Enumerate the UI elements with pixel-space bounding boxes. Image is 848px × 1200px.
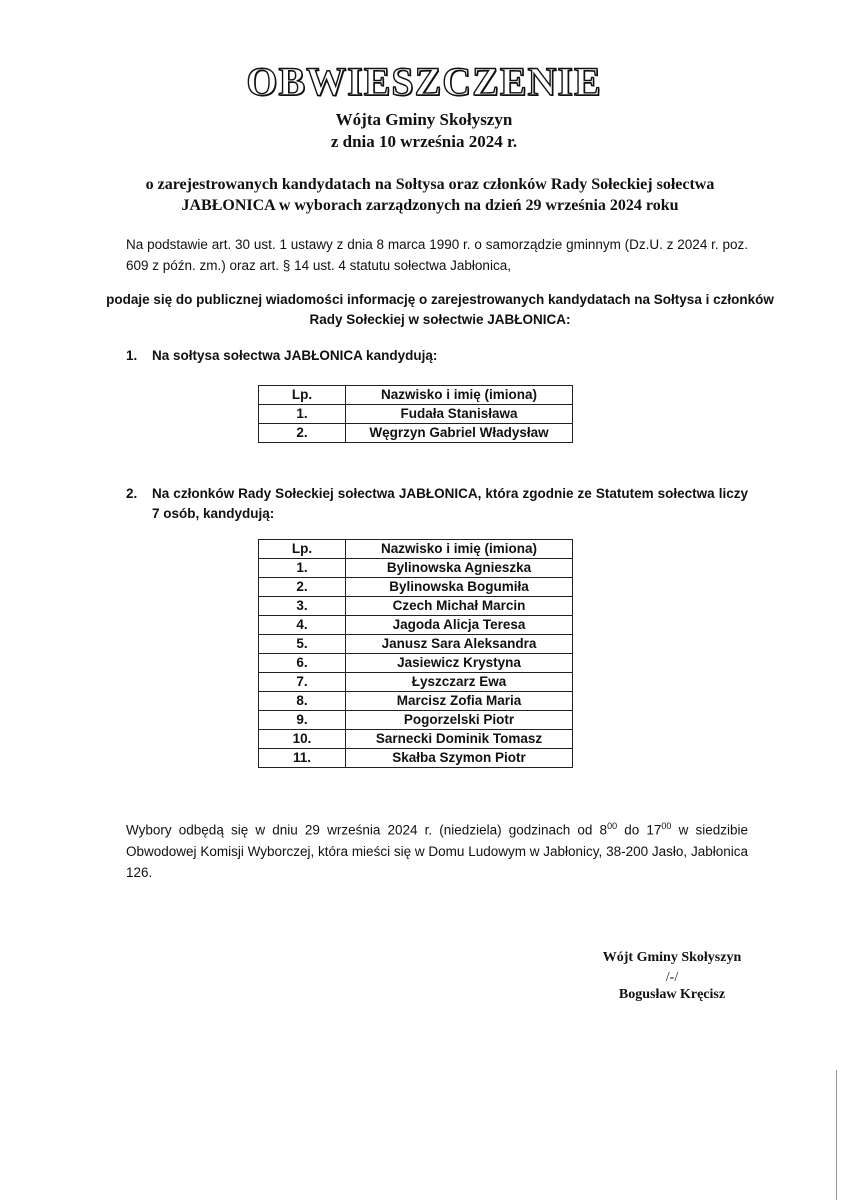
soltys-candidates-table	[258, 385, 573, 443]
table-header-row	[259, 540, 573, 559]
legal-basis-paragraph: Na podstawie art. 30 ust. 1 ustawy z dnia 8 marca 1990 r. o samorządzie gminnym (Dz.U. z 2024 r. poz. 609 z późn. zm.) oraz art. § 14 ust. 4 statutu sołectwa Jabłonica,	[126, 237, 748, 273]
table-row	[259, 654, 573, 673]
signature-mark: /-/	[665, 970, 679, 985]
signature-name: Bogusław Kręcisz	[618, 987, 726, 1002]
candidate-name: Łyszczarz Ewa	[346, 673, 573, 692]
closing-text-between: do 17	[617, 822, 662, 838]
row-number: 3.	[259, 597, 346, 616]
table-header-row	[259, 386, 573, 405]
table-row	[259, 616, 573, 635]
scan-edge-line	[836, 1070, 837, 1200]
table-row	[259, 673, 573, 692]
election-details-paragraph	[126, 816, 748, 883]
row-number: 2.	[259, 578, 346, 597]
candidate-name: Fudała Stanisława	[346, 405, 573, 424]
candidate-name: Jagoda Alicja Teresa	[346, 616, 573, 635]
column-header-name: Nazwisko i imię (imiona)	[346, 540, 573, 559]
section-2-text: Na członków Rady Sołeckiej sołectwa JABŁONICA, która zgodnie ze Statutem sołectwa liczy 7 osób, kandydują:	[152, 486, 748, 521]
row-number: 7.	[259, 673, 346, 692]
candidate-name: Marcisz Zofia Maria	[346, 692, 573, 711]
issue-date: z dnia 10 września 2024 r.	[330, 132, 518, 151]
section-1-number: 1.	[126, 348, 138, 363]
notice-subject: o zarejestrowanych kandydatach na Sołtysa oraz członków Rady Sołeckiej sołectwa JABŁONICA w wyborach zarządzonych na dzień 29 września 2024 roku	[145, 176, 715, 214]
row-number: 1.	[259, 405, 346, 424]
candidate-name: Sarnecki Dominik Tomasz	[346, 730, 573, 749]
start-time-minutes: 00	[607, 821, 618, 831]
council-candidates-table	[258, 539, 573, 768]
table-row	[259, 749, 573, 768]
row-number: 2.	[259, 424, 346, 443]
announcement-paragraph: podaje się do publicznej wiadomości informację o zarejestrowanych kandydatach na Sołtysa i członków Rady Sołeckiej w sołectwie JABŁONICA:	[106, 292, 774, 327]
section-2-heading	[126, 484, 748, 524]
table-row	[259, 405, 573, 424]
row-number: 10.	[259, 730, 346, 749]
issuer-line: Wójta Gminy Skołyszyn	[335, 110, 513, 129]
row-number: 4.	[259, 616, 346, 635]
row-number: 9.	[259, 711, 346, 730]
table-row	[259, 424, 573, 443]
closing-text-start: Wybory odbędą się w dniu 29 września 2024 r. (niedziela) godzinach od 8	[126, 822, 608, 838]
row-number: 1.	[259, 559, 346, 578]
document-title: OBWIESZCZENIE	[246, 59, 602, 104]
table-row	[259, 635, 573, 654]
row-number: 6.	[259, 654, 346, 673]
candidate-name: Jasiewicz Krystyna	[346, 654, 573, 673]
table-row	[259, 730, 573, 749]
column-header-lp: Lp.	[259, 540, 346, 559]
section-2-number: 2.	[126, 486, 138, 501]
candidate-name: Janusz Sara Aleksandra	[346, 635, 573, 654]
row-number: 8.	[259, 692, 346, 711]
row-number: 11.	[259, 749, 346, 768]
column-header-name: Nazwisko i imię (imiona)	[346, 386, 573, 405]
candidate-name: Węgrzyn Gabriel Władysław	[346, 424, 573, 443]
candidate-name: Skałba Szymon Piotr	[346, 749, 573, 768]
row-number: 5.	[259, 635, 346, 654]
candidate-name: Pogorzelski Piotr	[346, 711, 573, 730]
section-1-heading	[126, 346, 748, 366]
candidate-name: Bylinowska Agnieszka	[346, 559, 573, 578]
table-row	[259, 711, 573, 730]
end-time-minutes: 00	[661, 821, 672, 831]
closing-text-end: w siedzibie Obwodowej Komisji Wyborczej, która mieści się w Domu Ludowym w Jabłonicy, 38-200 Jasło, Jabłonica 126.	[126, 822, 748, 880]
section-1-text: Na sołtysa sołectwa JABŁONICA kandydują:	[152, 348, 438, 363]
candidate-name: Czech Michał Marcin	[346, 597, 573, 616]
candidate-name: Bylinowska Bogumiła	[346, 578, 573, 597]
table-row	[259, 578, 573, 597]
signature-role: Wójt Gminy Skołyszyn	[602, 950, 742, 965]
column-header-lp: Lp.	[259, 386, 346, 405]
table-row	[259, 597, 573, 616]
table-row	[259, 692, 573, 711]
table-row	[259, 559, 573, 578]
